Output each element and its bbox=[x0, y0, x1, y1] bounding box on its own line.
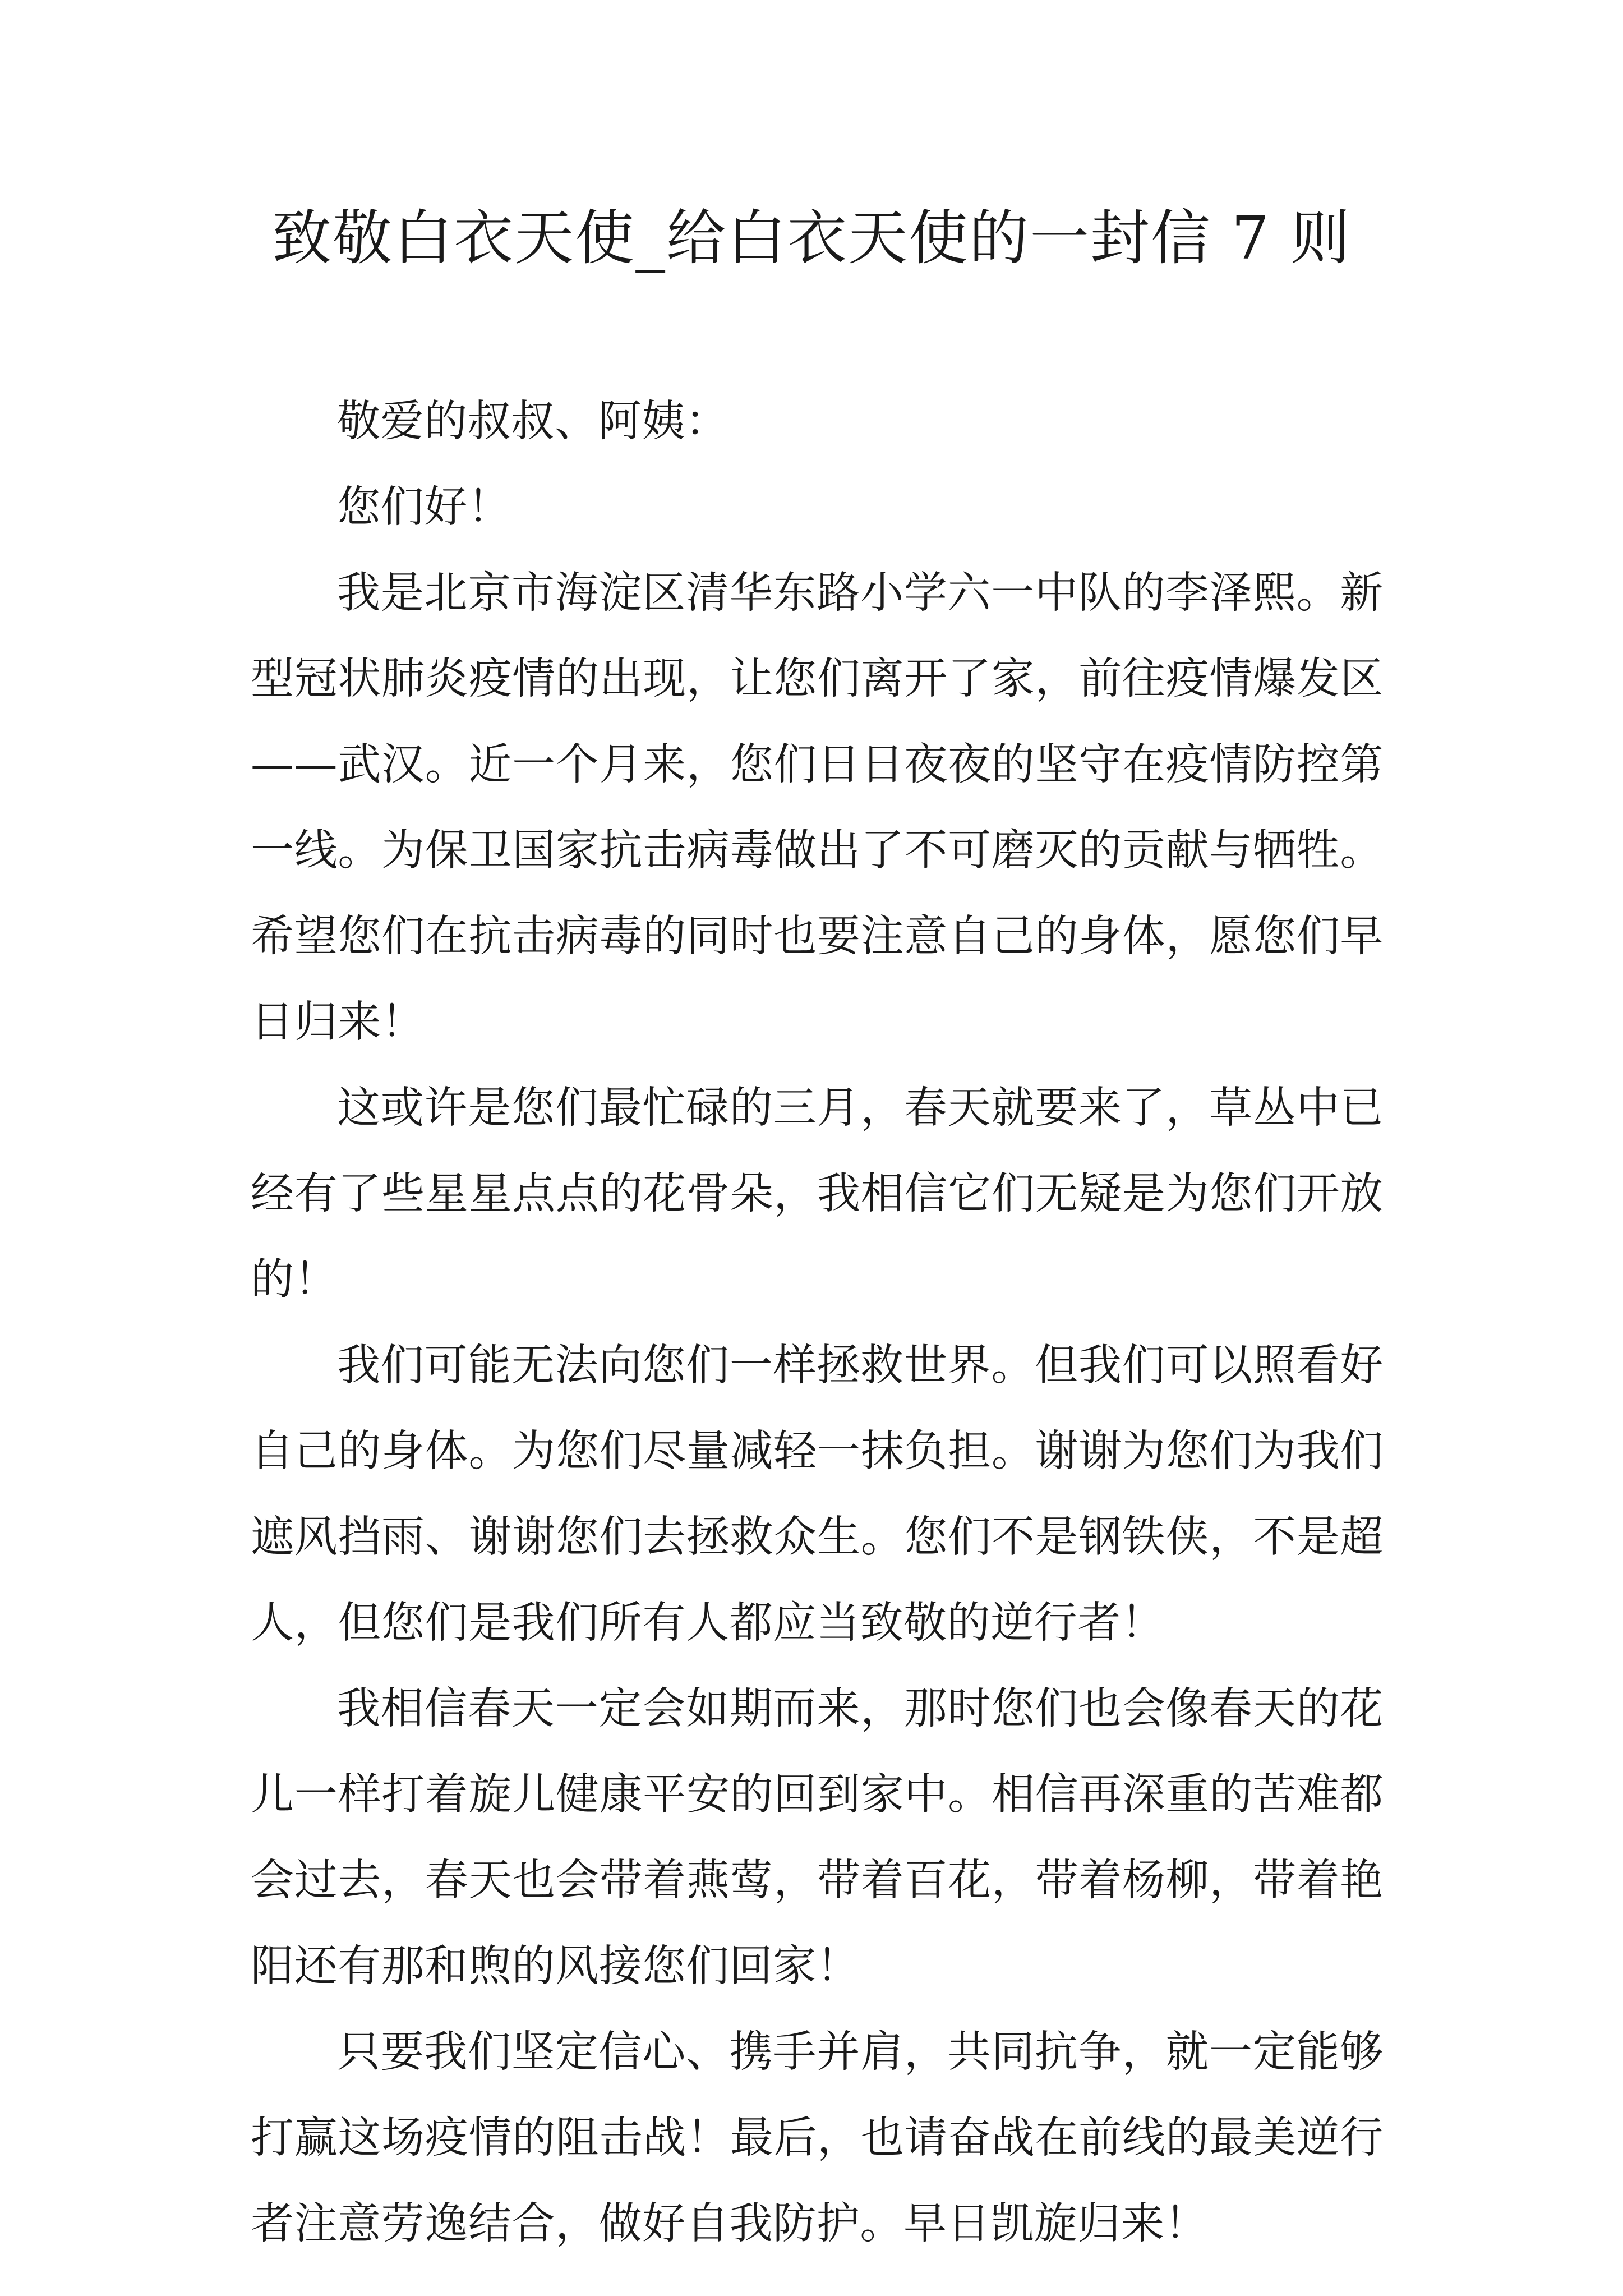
document-title: 致敬白衣天使_给白衣天使的一封信 7 则 bbox=[272, 204, 1351, 273]
body-paragraph-4: 我相信春天一定会如期而来，那时您们也会像春天的花儿一样打着旋儿健康平安的回到家中。相信再深重的苦难都会过去，春天也会带着燕莺，带着百花，带着杨柳，带着艳阳还有那和煦的风接您们回家！ bbox=[251, 1684, 1384, 1991]
greeting: 您们好！ bbox=[337, 482, 511, 532]
body-paragraph-2: 这或许是您们最忙碌的三月，春天就要来了，草丛中已经有了些星星点点的花骨朵，我相信它们无疑是为您们开放的！ bbox=[251, 1083, 1384, 1305]
letter-body bbox=[251, 379, 1384, 2267]
body-paragraph-5: 只要我们坚定信心、携手并肩，共同抗争，就一定能够打赢这场疫情的阻击战！最后，也请奋战在前线的最美逆行者注意劳逸结合，做好自我防护。早日凯旋归来！ bbox=[251, 2027, 1384, 2249]
body-paragraph-1: 我是北京市海淀区清华东路小学六一中队的李泽熙。新型冠状肺炎疫情的出现，让您们离开了家，前往疫情爆发区——武汉。近一个月来，您们日日夜夜的坚守在疫情防控第一线。为保卫国家抗击病毒做出了不可磨灭的贡献与牺牲。希望您们在抗击病毒的同时也要注意自己的身体，愿您们早日归来！ bbox=[251, 568, 1384, 1047]
salutation: 敬爱的叔叔、阿姨： bbox=[337, 397, 729, 447]
body-paragraph-3: 我们可能无法向您们一样拯救世界。但我们可以照看好自己的身体。为您们尽量减轻一抹负担。谢谢为您们为我们遮风挡雨、谢谢您们去拯救众生。您们不是钢铁侠，不是超人，但您们是我们所有人都应当致敬的逆行者！ bbox=[251, 1341, 1384, 1648]
